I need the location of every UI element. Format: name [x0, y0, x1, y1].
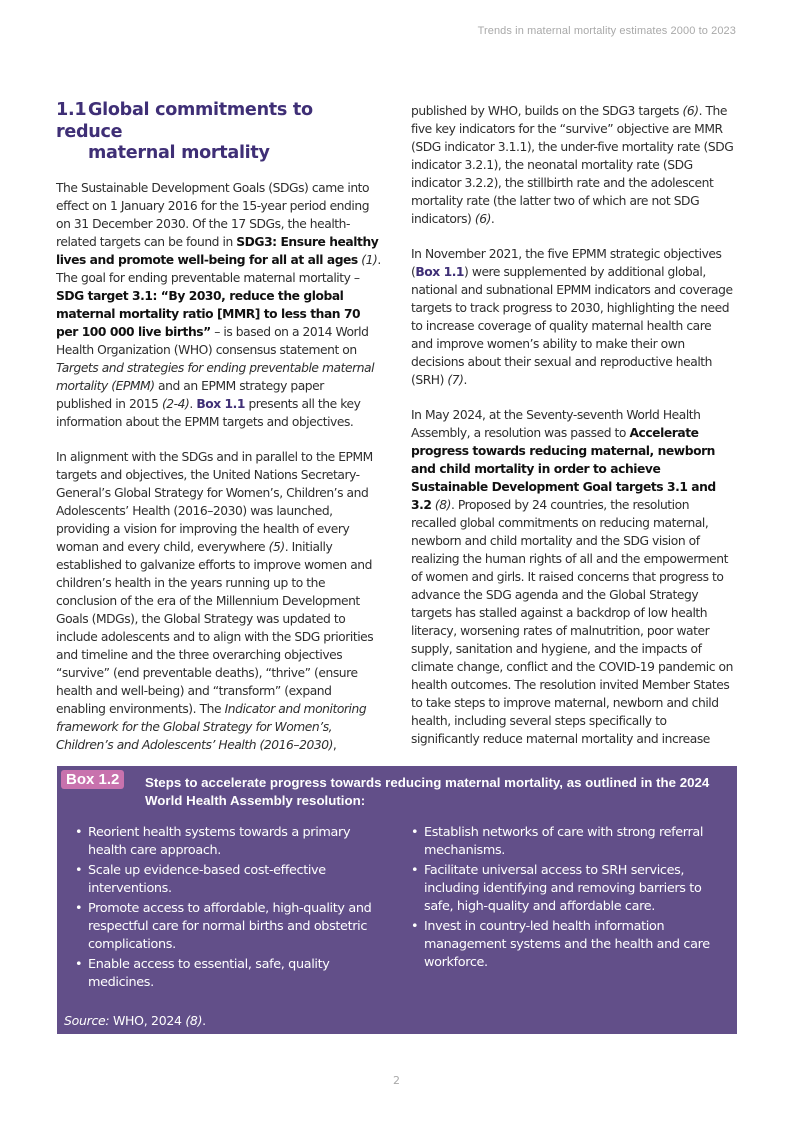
section-number: 1.1 — [56, 100, 87, 120]
citation: (8) — [185, 1013, 203, 1028]
list-item-text: Facilitate universal access to SRH services, including identifying and removing barriers to safe, high-quality and affordable care. — [424, 863, 702, 914]
box-list-right — [409, 824, 719, 974]
bold-sdg-target: SDG target 3.1: “By 2030, reduce the global maternal mortality ratio [MMR] to less than 70 per 100 000 live births” — [56, 288, 361, 339]
list-item-text: Invest in country-led health information management systems and the health and care workforce. — [424, 919, 710, 970]
bullet-icon: • — [411, 863, 419, 878]
text: . Proposed by 24 countries, the resolution recalled global commitments on reducing maternal, newborn and child mortality and the SDG vision of realizing the human rights of all and the empowerment of women and girls. It raised concerns that progress to advance the SDG agenda and the Global Strategy targets has stalled against a backdrop of low health literacy, worsening rates of malnutrition, poor water supply, sanitation and hygiene, and the impacts of climate change, conflict and the COVID-19 pandemic on health outcomes. The resolution invited Member States to take steps to improve maternal, newborn and child health, including several steps specifically to significantly reduce maternal mortality and increase — [411, 498, 733, 746]
box-1-1-link[interactable]: Box 1.1 — [196, 396, 245, 411]
italic-title: Targets and strategies for ending preventable maternal mortality (EPMM) — [56, 360, 375, 393]
list-item — [73, 900, 373, 954]
section-title-line2: maternal mortality — [88, 143, 270, 163]
section-heading — [56, 100, 381, 165]
box-1-2 — [57, 766, 737, 1034]
text: . — [463, 373, 467, 387]
source-text: WHO, 2024 — [109, 1013, 186, 1028]
text: . The five key indicators for the “survive” objective are MMR (SDG indicator 3.1.1), the under-five mortality rate (SDG indicator 3.2.1), the neonatal mortality rate (SDG indicator 3.2.2), the stillbirth rate and the adolescent mortality rate (the latter two of which are not SDG indicators) — [411, 104, 734, 226]
text: The Sustainable Development Goals (SDGs) came into effect on 1 January 2016 for the 15-year period ending on 31 December 2030. Of the 17 SDGs, the health-related targets can be found in — [56, 180, 370, 249]
paragraph-global-strategy — [56, 448, 381, 754]
text: presents all the key information about the EPMM targets and objectives. — [56, 396, 361, 429]
box-list-left — [73, 824, 373, 994]
text: . — [189, 396, 197, 411]
bullet-icon: • — [75, 957, 83, 972]
list-item-text: Scale up evidence-based cost-effective interventions. — [88, 863, 326, 896]
list-item-text: Establish networks of care with strong referral mechanisms. — [424, 825, 704, 858]
bullet-icon: • — [75, 825, 83, 840]
text: . — [202, 1013, 206, 1028]
running-head: Trends in maternal mortality estimates 2000 to 2023 — [477, 25, 736, 37]
text: In May 2024, at the Seventy-seventh World Health Assembly, a resolution was passed to — [411, 408, 701, 440]
citation: (8) — [431, 498, 451, 512]
text: – is based on a 2014 World Health Organization (WHO) consensus statement on — [56, 324, 369, 357]
list-item-text: Enable access to essential, safe, quality medicines. — [88, 957, 330, 990]
citation: (6) — [682, 104, 699, 118]
box-title: Steps to accelerate progress towards reducing maternal mortality, as outlined in the 2024 World Health Assembly resolution: — [145, 775, 710, 808]
text: In alignment with the SDGs and in parallel to the EPMM targets and objectives, the United Nations Secretary-General’s Global Strategy for Women’s, Children’s and Adolescents’ Health (2016–2030) was launched, providing a vision for improving the health of every woman and every child, everywhere — [56, 449, 373, 554]
bold-resolution-title: Accelerate progress towards reducing maternal, newborn and child mortality in order to achieve Sustainable Development Goal targets 3.1 and 3.2 — [411, 426, 716, 512]
list-item-text: Reorient health systems towards a primary health care approach. — [88, 825, 351, 858]
bullet-icon: • — [75, 901, 83, 916]
section-title-line1: Global commitments to reduce — [56, 100, 313, 142]
box-label: Box 1.2 — [61, 770, 124, 789]
paragraph-epmm-2021 — [411, 245, 736, 389]
bullet-icon: • — [411, 919, 419, 934]
page-number: 2 — [393, 1074, 400, 1087]
citation: (1) — [357, 252, 378, 267]
list-item — [409, 918, 719, 972]
text: . Initially established to galvanize efforts to improve women and children’s health in the years running up to the conclusion of the era of the Millennium Development Goals (MDGs), the Global Strategy was updated to include adolescents and to align with the SDG priorities and timeline and the three overarching objectives “survive” (end preventable deaths), “thrive” (ensure health and well-being) and “transform” (expand enabling environments). The — [56, 539, 374, 716]
paragraph-sdgs — [56, 179, 381, 431]
citation: (7) — [447, 373, 464, 387]
left-column — [56, 100, 381, 771]
bullet-icon: • — [411, 825, 419, 840]
box-1-1-link[interactable]: Box 1.1 — [415, 265, 465, 279]
list-item — [73, 862, 373, 898]
text: published by WHO, builds on the SDG3 targets — [411, 104, 683, 118]
citation: (6) — [474, 212, 491, 226]
citation: (5) — [268, 539, 285, 554]
source-label: Source: — [64, 1013, 110, 1028]
text: ) were supplemented by additional global, national and subnational EPMM indicators and coverage targets to track progress to 2030, highlighting the need to increase coverage of quality maternal health care and improve women’s ability to make their own decisions about their sexual and reproductive health (SRH) — [411, 265, 733, 387]
text: and an EPMM strategy paper published in 2015 — [56, 378, 324, 411]
list-item — [73, 956, 373, 992]
list-item-text: Promote access to affordable, high-quality and respectful care for normal births and obstetric complications. — [88, 901, 372, 952]
paragraph-indicators — [411, 102, 736, 228]
italic-title: Indicator and monitoring framework for the Global Strategy for Women’s, Children’s and Adolescents’ Health (2016–2030) — [56, 701, 367, 752]
list-item — [409, 862, 719, 916]
paragraph-wha-2024 — [411, 406, 736, 748]
right-column — [411, 102, 736, 765]
box-source — [64, 1013, 206, 1028]
bullet-icon: • — [75, 863, 83, 878]
citation: (2-4) — [161, 396, 190, 411]
bold-sdg3: SDG3: Ensure healthy lives and promote well-being for all at all ages — [56, 234, 379, 267]
text: . — [490, 212, 495, 226]
text: , — [332, 737, 337, 752]
list-item — [409, 824, 719, 860]
text: . The goal for ending preventable maternal mortality – — [56, 252, 381, 285]
text: In November 2021, the five EPMM strategic objectives ( — [411, 247, 722, 279]
list-item — [73, 824, 373, 860]
